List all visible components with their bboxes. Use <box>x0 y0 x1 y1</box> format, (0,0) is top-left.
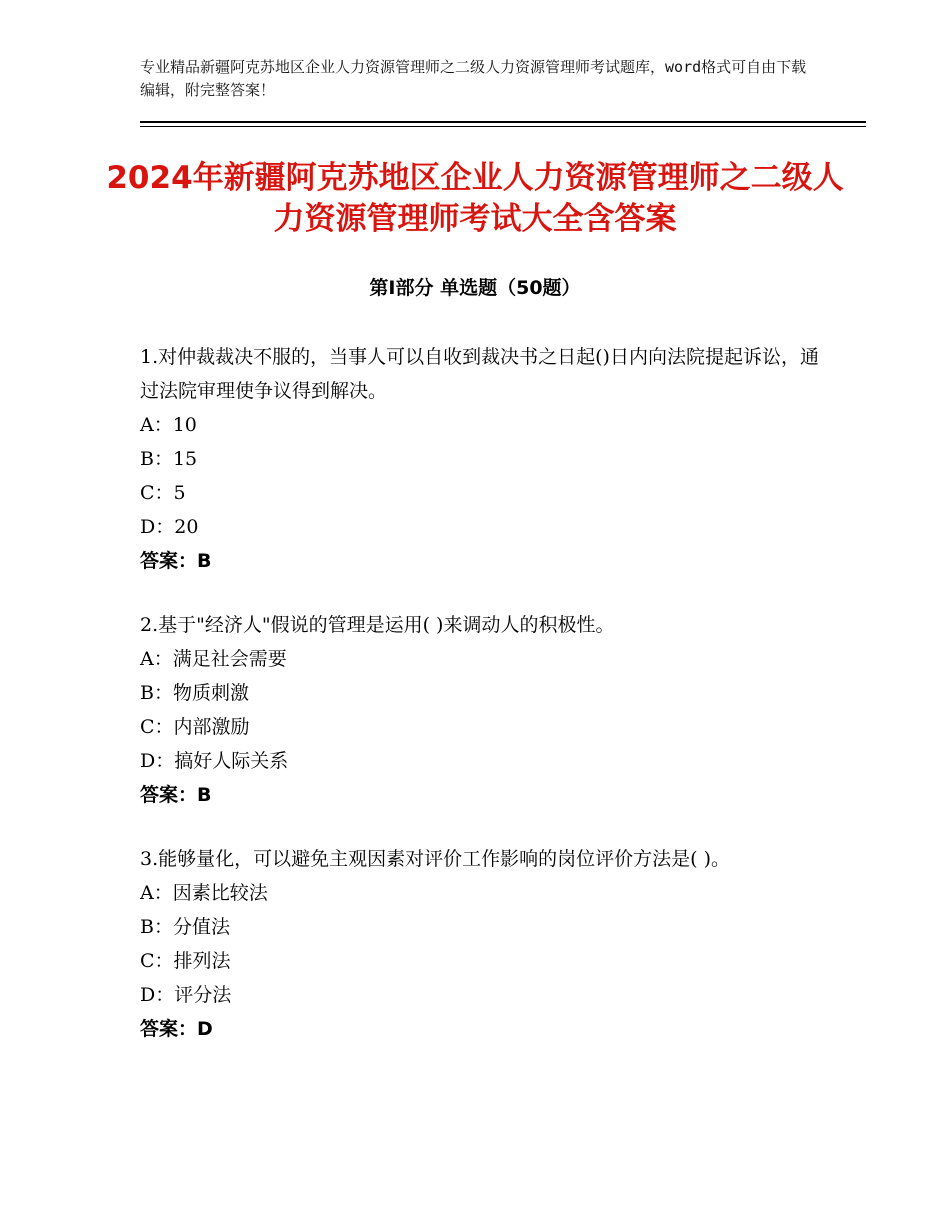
header-rule-thin <box>140 126 866 127</box>
option-d: D：20 <box>140 516 199 538</box>
document-title: 2024年新疆阿克苏地区企业人力资源管理师之二级人力资源管理师考试大全含答案 <box>106 160 844 237</box>
option-d: D：搞好人际关系 <box>140 750 289 772</box>
option-b: B：15 <box>140 448 198 470</box>
question-1 <box>140 340 820 578</box>
option-d: D：评分法 <box>140 984 232 1006</box>
answer: 答案：B <box>140 784 212 806</box>
answer: 答案：D <box>140 1018 213 1040</box>
answer: 答案：B <box>140 550 212 572</box>
question-text: 2.基于"经济人"假说的管理是运用( )来调动人的积极性。 <box>140 614 615 636</box>
option-b: B：物质刺激 <box>140 682 249 704</box>
question-text: 1.对仲裁裁决不服的，当事人可以自收到裁决书之日起()日内向法院提起诉讼，通过法院审理使争议得到解决。 <box>140 346 819 402</box>
section-title: 第Ⅰ部分 单选题（50题） <box>369 277 581 299</box>
option-a: A：满足社会需要 <box>140 648 287 670</box>
option-a: A：因素比较法 <box>140 882 268 904</box>
option-c: C：排列法 <box>140 950 231 972</box>
option-c: C：5 <box>140 482 186 504</box>
option-b: B：分值法 <box>140 916 230 938</box>
question-list <box>140 340 820 1076</box>
header-rule-thick <box>140 121 866 123</box>
question-2 <box>140 608 820 812</box>
question-text: 3.能够量化，可以避免主观因素对评价工作影响的岗位评价方法是( )。 <box>140 848 730 870</box>
option-a: A：10 <box>140 414 197 436</box>
header-note: 专业精品新疆阿克苏地区企业人力资源管理师之二级人力资源管理师考试题库，word格式可自由下载编辑，附完整答案！ <box>140 58 807 99</box>
option-c: C：内部激励 <box>140 716 250 738</box>
question-3 <box>140 842 820 1046</box>
